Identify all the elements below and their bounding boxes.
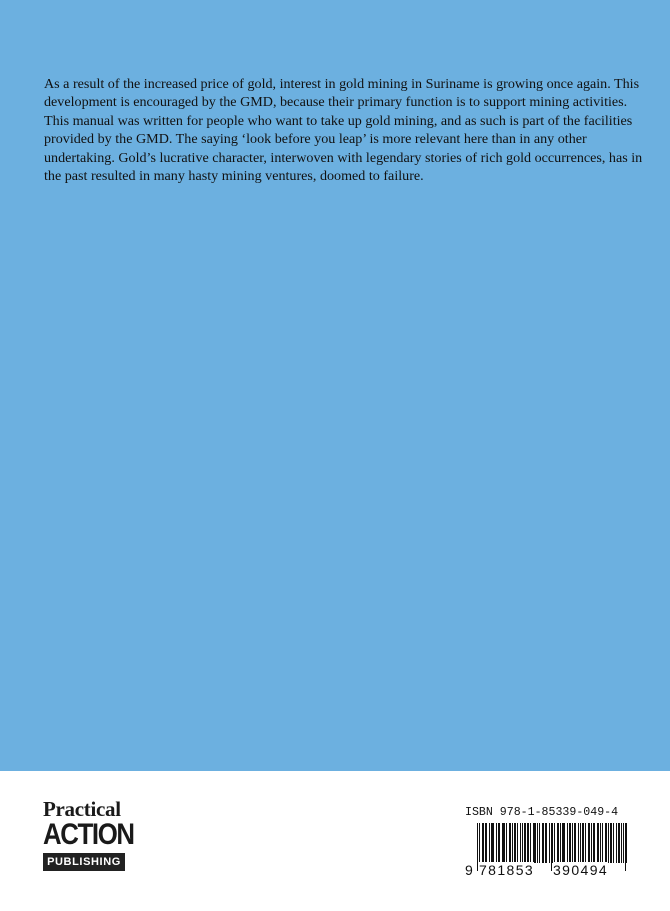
barcode-bar [545, 823, 546, 863]
barcode-bar [564, 823, 565, 863]
barcode-bar [515, 823, 516, 863]
barcode-bar [605, 823, 606, 863]
barcode-bar [502, 823, 503, 863]
barcode-bar [567, 823, 568, 863]
barcode-bar [557, 823, 558, 863]
barcode-bar [597, 823, 598, 863]
barcode-bar [486, 823, 487, 863]
isbn-barcode-block [465, 806, 628, 876]
barcode-bar [504, 823, 505, 863]
barcode-bar [533, 823, 534, 863]
barcode-bar [570, 823, 571, 863]
barcode-bar [613, 823, 614, 863]
barcode-bar [589, 823, 590, 863]
isbn-label: ISBN 978-1-85339-049-4 [465, 806, 619, 819]
barcode-bar [560, 823, 561, 863]
barcode-bar [619, 823, 620, 863]
barcode-bar [534, 823, 535, 863]
barcode-bar [549, 823, 550, 863]
barcode-bar [600, 823, 601, 863]
barcode-bar [491, 823, 492, 863]
barcode-bar [569, 823, 570, 863]
barcode-bar [552, 823, 553, 863]
barcode-bar [621, 823, 622, 863]
barcode-bar [583, 823, 584, 863]
barcode-first-digit: 9 [465, 862, 475, 878]
barcode-bar [485, 823, 486, 863]
back-cover-blurb: As a result of the increased price of gold, interest in gold mining in Suriname is growing once again. This development is encouraged by the GMD, because their primary function is to support mining activities. This manual was written for people who want to take up gold mining, and as such is part of the facilities provided by the GMD. The saying ‘look before you leap’ is more relevant here than in any other undertaking. Gold’s lucrative character, interwoven with legendary stories of rich gold occurrences, has in the past resulted in many hasty mining ventures, doomed to failure. [44, 76, 643, 185]
barcode-bar [575, 823, 576, 863]
logo-line-practical: Practical [43, 797, 121, 821]
barcode-bar [522, 823, 523, 863]
barcode-bar [525, 823, 526, 863]
logo-line-action: ACTION [43, 818, 134, 851]
barcode-bar [496, 823, 497, 863]
barcode-bar [626, 823, 627, 863]
barcode-bar [482, 823, 483, 863]
barcode-bar [499, 823, 500, 863]
barcode-bar [572, 823, 573, 863]
publisher-logo [43, 797, 134, 875]
barcode-bar [493, 823, 494, 863]
barcode-bar [562, 823, 563, 863]
barcode-bar [593, 823, 594, 863]
barcode-bar [618, 823, 619, 863]
barcode-bar [506, 823, 507, 863]
barcode-bar [512, 823, 513, 863]
barcode-bar [509, 823, 510, 863]
barcode-bar [606, 823, 607, 863]
barcode-bar [546, 823, 547, 863]
barcode-bar [524, 823, 525, 863]
barcode-bar [489, 823, 490, 863]
barcode-bar [537, 823, 538, 863]
barcode-bar [582, 823, 583, 863]
barcode-bar [539, 823, 540, 863]
barcode-bar [517, 823, 518, 863]
barcode-bar [591, 823, 592, 863]
barcode-bar [594, 823, 595, 863]
barcode-bar [563, 823, 564, 863]
barcode-bar [543, 823, 544, 863]
barcode-bar [602, 823, 603, 863]
barcode-bar [578, 823, 579, 863]
barcode-bar [503, 823, 504, 863]
barcode-bar [527, 823, 528, 863]
barcode-right-digits: 390494 [553, 862, 609, 878]
barcode-bar [623, 823, 624, 863]
barcode-bar [580, 823, 581, 863]
barcode-bar [554, 823, 555, 863]
barcode-bar [610, 823, 611, 863]
barcode-bar [514, 823, 515, 863]
barcode-bar [528, 823, 529, 863]
barcode-bar [542, 823, 543, 863]
barcode-bar [588, 823, 589, 863]
barcode-bar [483, 823, 484, 863]
barcode-left-digits: 781853 [479, 862, 535, 878]
barcode-bar [585, 823, 586, 863]
barcode-bar [608, 823, 609, 863]
barcode-bar [574, 823, 575, 863]
barcode-bar [616, 823, 617, 863]
logo-line-publishing: PUBLISHING [43, 853, 125, 871]
barcode-bar [492, 823, 493, 863]
barcode-bar [520, 823, 521, 863]
barcode-digits [465, 862, 628, 878]
barcode-bar [558, 823, 559, 863]
barcode-bar [530, 823, 531, 863]
barcode-bar [498, 823, 499, 863]
barcode-bar [510, 823, 511, 863]
barcode-bar [598, 823, 599, 863]
barcode-bar [611, 823, 612, 863]
barcode-bar [535, 823, 536, 863]
